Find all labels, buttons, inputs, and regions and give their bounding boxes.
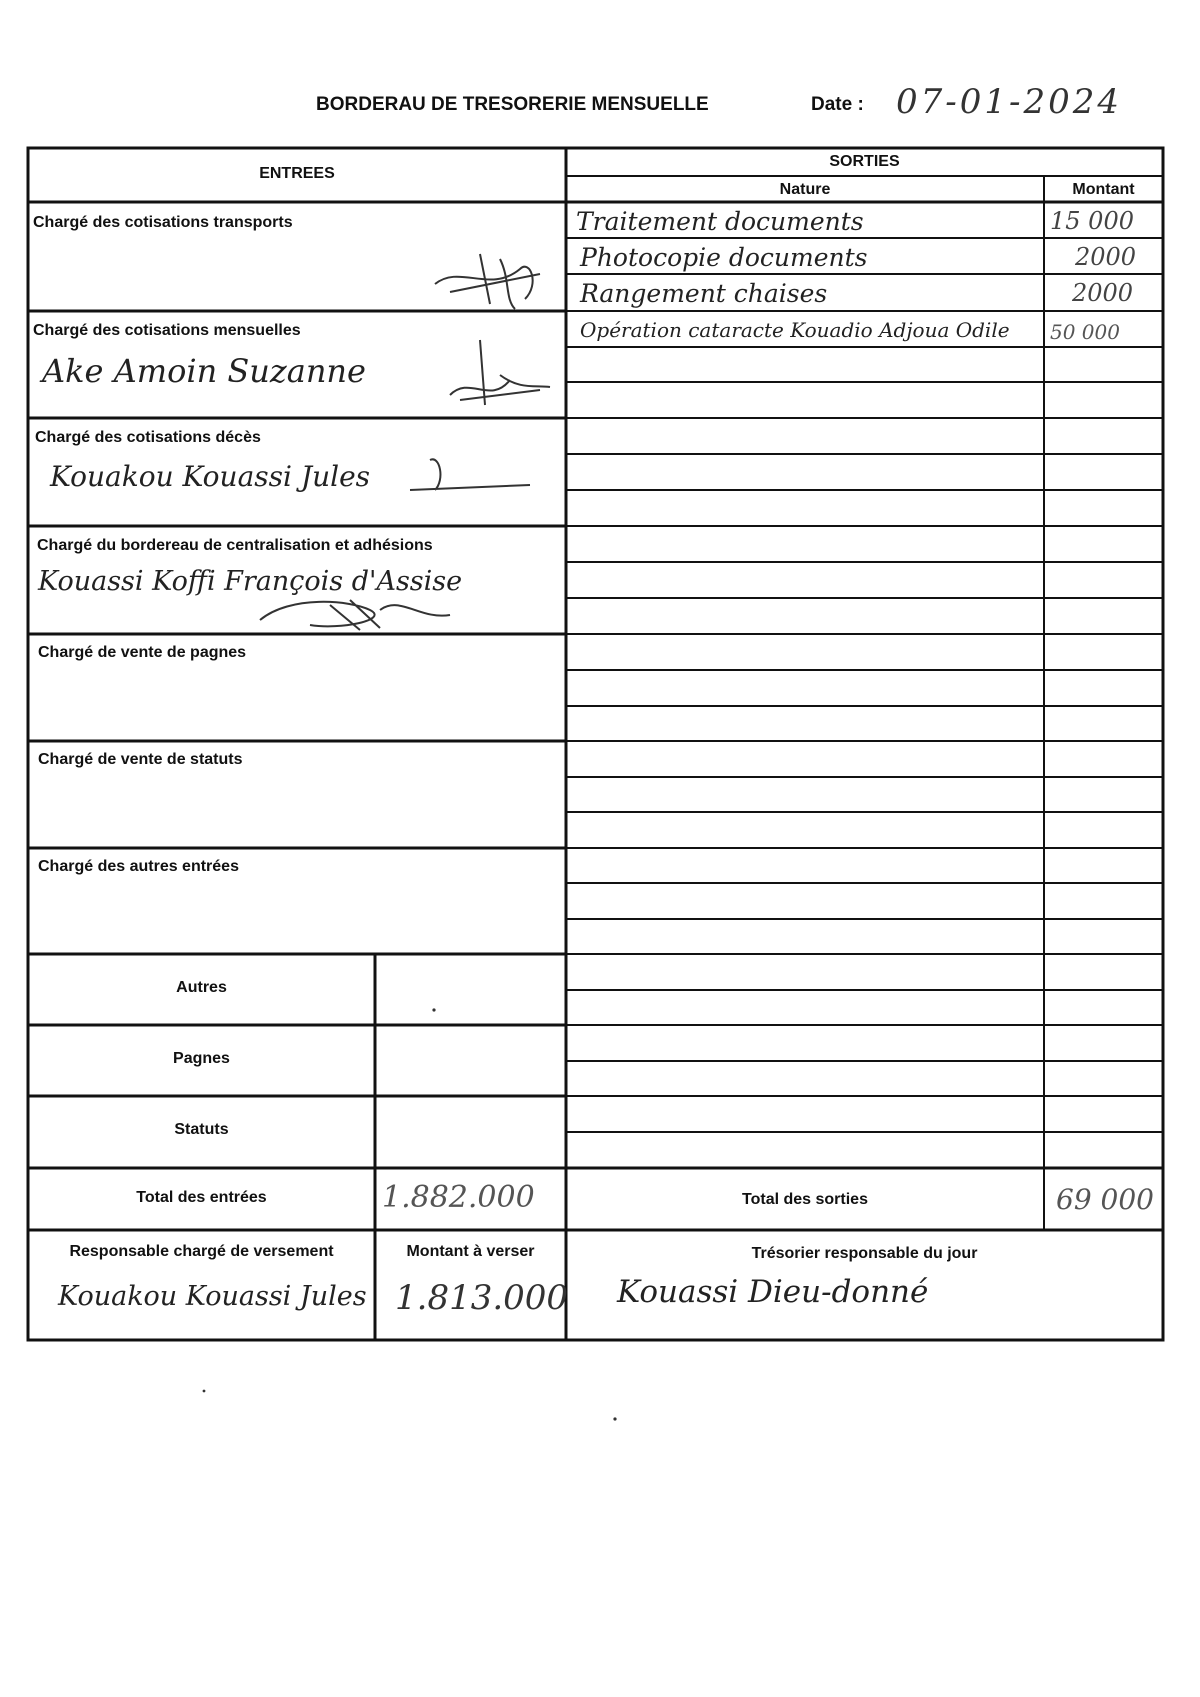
nature-column-header: Nature [779,181,831,198]
section-label-mensuelles: Chargé des cotisations mensuelles [33,322,301,339]
row-label-pagnes: Pagnes [173,1050,230,1067]
total-entrees-label: Total des entrées [136,1189,267,1206]
section-label-transports: Chargé des cotisations transports [33,214,293,231]
sorties-heading: SORTIES [829,153,900,170]
tresorier-value: Kouassi Dieu-donné [617,1274,929,1310]
name-deces: Kouakou Kouassi Jules [50,460,371,493]
row-label-autres: Autres [176,979,227,996]
tresorier-label: Trésorier responsable du jour [751,1245,978,1262]
sortie-montant-2: 2000 [1075,243,1137,271]
montant-a-verser-label: Montant à verser [406,1243,535,1260]
sortie-montant-1: 15 000 [1050,207,1134,235]
sortie-nature-4: Opération cataracte Kouadio Adjoua Odile [580,318,1010,342]
responsable-versement-label: Responsable chargé de versement [69,1243,334,1260]
section-label-deces: Chargé des cotisations décès [35,429,261,446]
section-label-statuts: Chargé de vente de statuts [38,751,243,768]
signature-centralisation [250,590,470,635]
sortie-montant-3: 2000 [1072,279,1134,307]
signature-deces [400,450,540,500]
section-label-centralisation: Chargé du bordereau de centralisation et adhésions [37,537,433,554]
total-sorties-value: 69 000 [1056,1183,1154,1216]
sortie-montant-4: 50 000 [1050,320,1120,344]
montant-a-verser-value: 1.813.000 [395,1278,569,1318]
sortie-nature-1: Traitement documents [576,207,864,236]
name-mensuelles: Ake Amoin Suzanne [42,352,366,390]
responsable-versement-value: Kouakou Kouassi Jules [58,1281,367,1312]
document-title: BORDERAU DE TRESORERIE MENSUELLE [316,94,709,115]
section-label-autres-entrees: Chargé des autres entrées [38,858,239,875]
montant-column-header: Montant [1072,181,1135,198]
total-entrees-value: 1.882.000 [382,1180,535,1215]
section-label-pagnes: Chargé de vente de pagnes [38,644,247,661]
total-sorties-label: Total des sorties [742,1191,868,1208]
sortie-nature-3: Rangement chaises [580,279,828,308]
signature-mensuelles [440,335,560,415]
name-centralisation: Kouassi Koffi François d'Assise [38,566,463,597]
date-value: 07-01-2024 [896,82,1123,122]
signature-transports [430,244,560,316]
date-label: Date : [811,94,864,115]
sortie-nature-2: Photocopie documents [580,243,868,272]
row-label-statuts: Statuts [174,1121,229,1138]
entrees-heading: ENTREES [259,165,335,182]
